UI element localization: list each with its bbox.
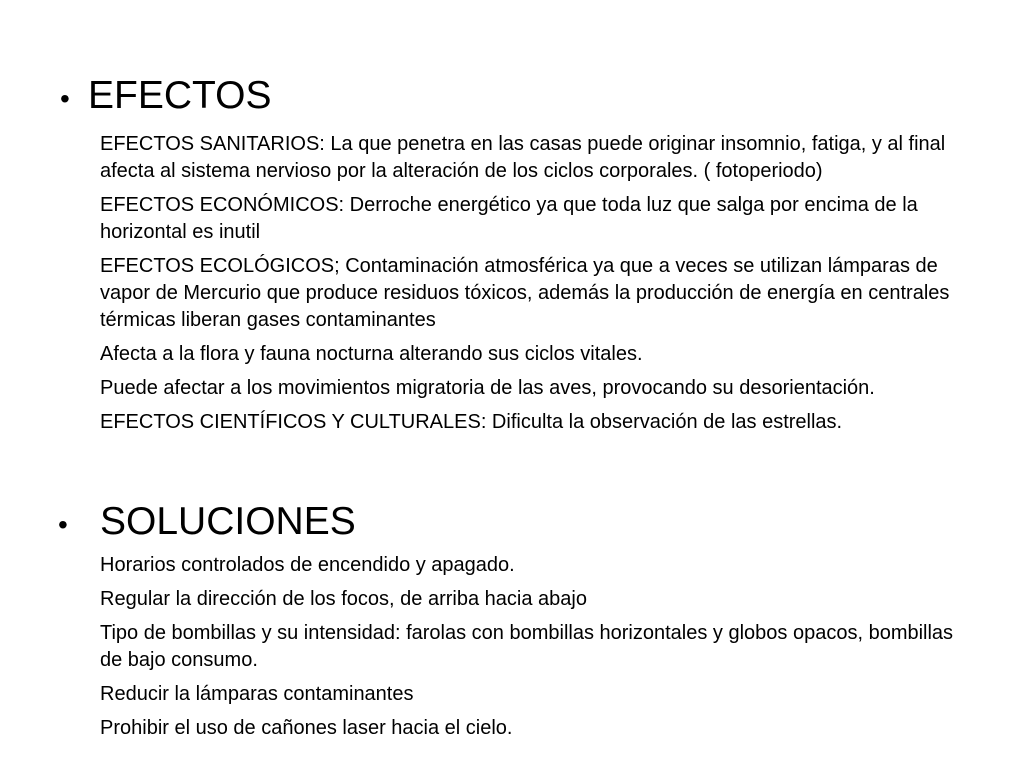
bombillas-paragraph: Tipo de bombillas y su intensidad: farolas con bombillas horizontales y globos opacos, bombillas de bajo consumo. [100, 622, 954, 671]
efectos-body [100, 131, 980, 443]
canones-laser-paragraph: Prohibir el uso de cañones laser hacia el cielo. [100, 717, 513, 739]
soluciones-title: SOLUCIONES [100, 500, 356, 543]
soluciones-heading [58, 496, 356, 551]
efectos-ecologicos-paragraph: EFECTOS ECOLÓGICOS; Contaminación atmosférica ya que a veces se utilizan lámparas de vapor de Mercurio que produce residuos tóxicos, además la producción de energía en centrales térmicas liberan gases contaminantes [100, 255, 950, 331]
efectos-sanitarios-paragraph: EFECTOS SANITARIOS: La que penetra en las casas puede originar insomnio, fatiga, y al final afecta al sistema nervioso por la alteración de los ciclos corporales. ( fotoperiodo) [100, 133, 946, 182]
efectos-bullet-icon: • [60, 83, 70, 114]
soluciones-bullet-icon: • [58, 509, 68, 540]
soluciones-body [100, 552, 980, 749]
lamparas-paragraph: Reducir la lámparas contaminantes [100, 683, 414, 705]
aves-paragraph: Puede afectar a los movimientos migratoria de las aves, provocando su desorientación. [100, 377, 875, 399]
flora-fauna-paragraph: Afecta a la flora y fauna nocturna alterando sus ciclos vitales. [100, 343, 643, 365]
efectos-heading [60, 70, 271, 125]
efectos-title: EFECTOS [88, 74, 272, 117]
efectos-cientificos-paragraph: EFECTOS CIENTÍFICOS Y CULTURALES: Dificulta la observación de las estrellas. [100, 411, 843, 433]
efectos-economicos-paragraph: EFECTOS ECONÓMICOS: Derroche energético ya que toda luz que salga por encima de la horizontal es inutil [100, 194, 918, 243]
horarios-paragraph: Horarios controlados de encendido y apagado. [100, 554, 515, 576]
direccion-focos-paragraph: Regular la dirección de los focos, de arriba hacia abajo [100, 588, 587, 610]
